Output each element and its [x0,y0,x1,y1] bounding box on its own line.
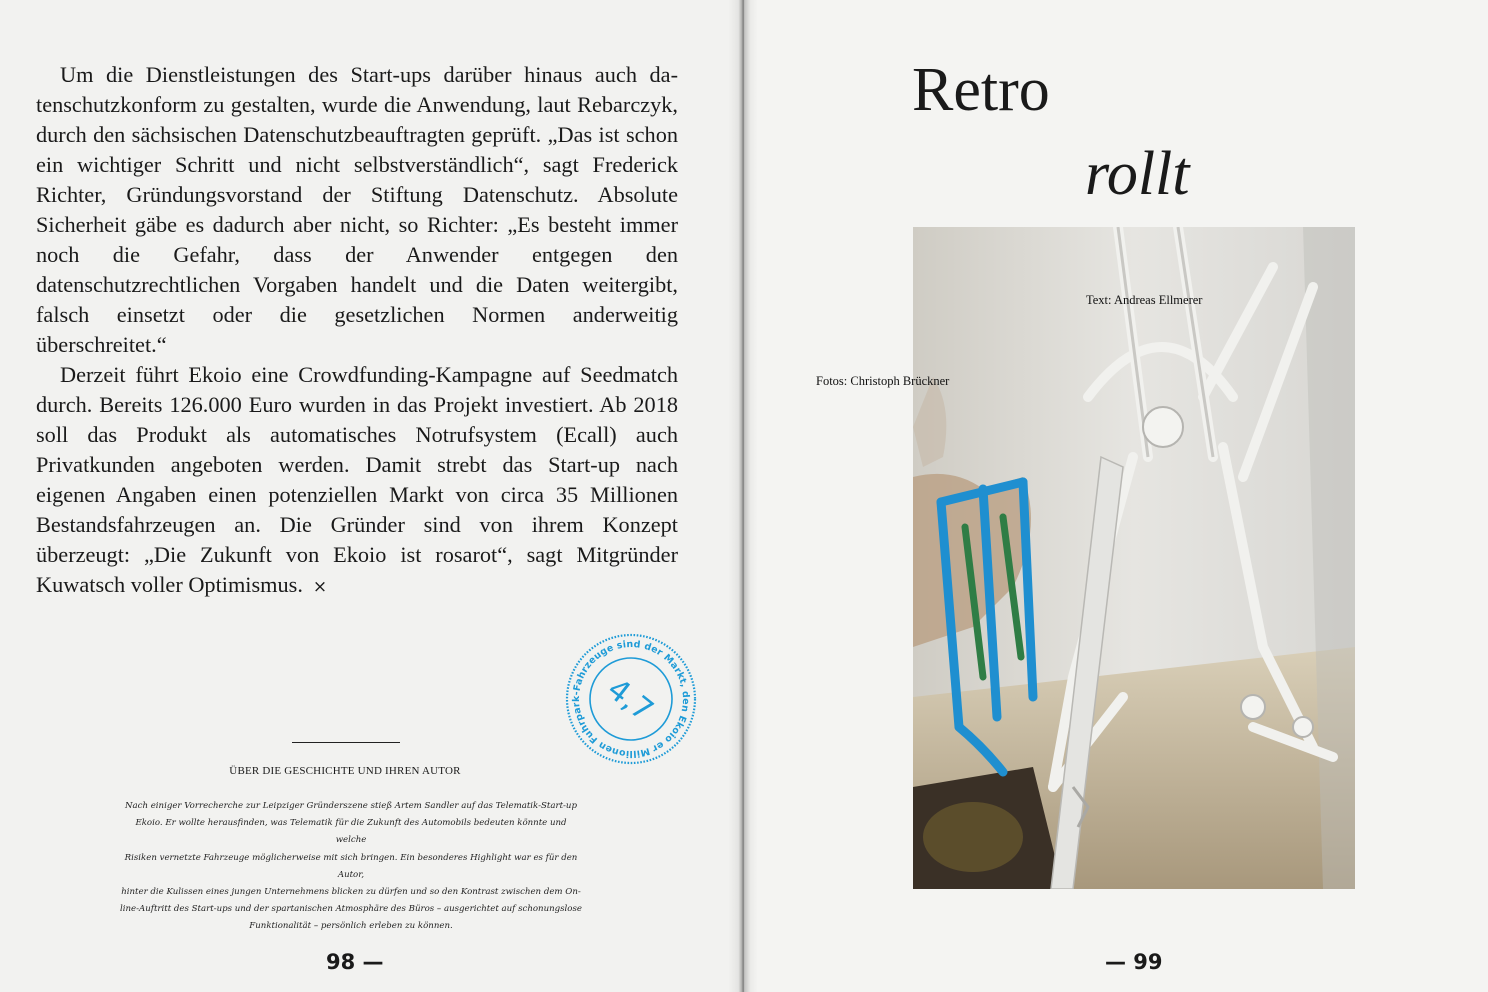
stamp-ring-textpath: Millionen Fuhrpark-Fahrzeuge sind der Markt, den Ekoio erobern [570,638,692,760]
headline-rollt: rollt [1085,140,1190,208]
about-line: hinter die Kulissen eines jungen Unternehmens blicken zu dürfen und so den Kontrast zwischen dem On- [121,887,581,898]
author-credit: Text: Andreas Ellmerer [1086,293,1203,307]
photo-credit: Fotos: Christoph Brückner [816,374,950,388]
left-page [0,0,740,992]
fact-stamp [562,630,700,768]
headline-retro: Retro [912,56,1050,124]
paragraph-1: Um die Dienstleistungen des Start-ups darüber hinaus auch datenschutzkonform zu gestalten, wurde die Anwendung, laut Rebarczyk, durch den sächsischen Datenschutzbeauftragten geprüft. „Das ist schon ein wichtiger Schritt und nicht selbstverständlich“, sagt Frederick Richter, Gründungsvorstand der Stiftung Datenschutz. Absolute Sicherheit gäbe es dadurch aber nicht, so Richter: „Es besteht immer noch die Gefahr, dass der Anwender entgegen den datenschutzrechtlichen Vorgaben handelt und die Daten weitergibt, falsch einsetzt oder die gesetzlichen Normen anderweitig überschreitet.“ [36,62,678,357]
about-text [120,798,582,936]
about-line: Nach einiger Vorrecherche zur Leipziger Gründerszene stieß Artem Sandler auf das Telematik-Start-up [125,801,577,811]
paragraph-2-text: Derzeit führt Ekoio eine Crowdfunding-Kampagne auf Seedmatch durch. Bereits 126.000 Euro wurden in das Projekt investiert. Ab 2018 soll das Produkt als automatisches Notrufsystem (Ecall) auch Privatkunden angeboten werden. Damit strebt das Start-up nach eigenen Angaben einen potenziellen Markt von circa 35 Millionen Bestandsfahrzeugen an. Die Gründer sind von ihrem Konzept überzeugt: „Die Zukunft von Ekoio ist rosarot“, sagt Mitgründer Kuwatsch voller Optimismus. [36,362,678,597]
end-mark: × [312,577,328,597]
stamp-number: 4,7 [600,671,660,729]
page-number-left: 98 — [326,950,384,974]
article-body [36,60,678,602]
about-divider [292,742,400,743]
paragraph-2 [36,360,678,602]
about-title: ÜBER DIE GESCHICHTE UND IHREN AUTOR [229,765,461,777]
about-line: Ekoio. Er wollte herausfinden, was Telematik für die Zukunft des Automobils bedeuten könnte und welche [135,818,567,846]
photo-illustration [913,227,1355,889]
about-line: Funktionalität – persönlich erleben zu können. [249,921,453,932]
page-number-right: — 99 [1105,950,1163,974]
about-line: Risiken vernetzte Fahrzeuge möglicherweise mit sich bringen. Ein besonderes Highlight war es für den Autor, [124,852,578,880]
page-gutter [728,0,758,992]
bicycle-frames-photo [913,227,1355,889]
about-line: line-Auftritt des Start-ups und der spartanischen Atmosphäre des Büros – ausgerichtet auf schonungslose [120,904,582,915]
stamp-graphic [562,630,700,768]
